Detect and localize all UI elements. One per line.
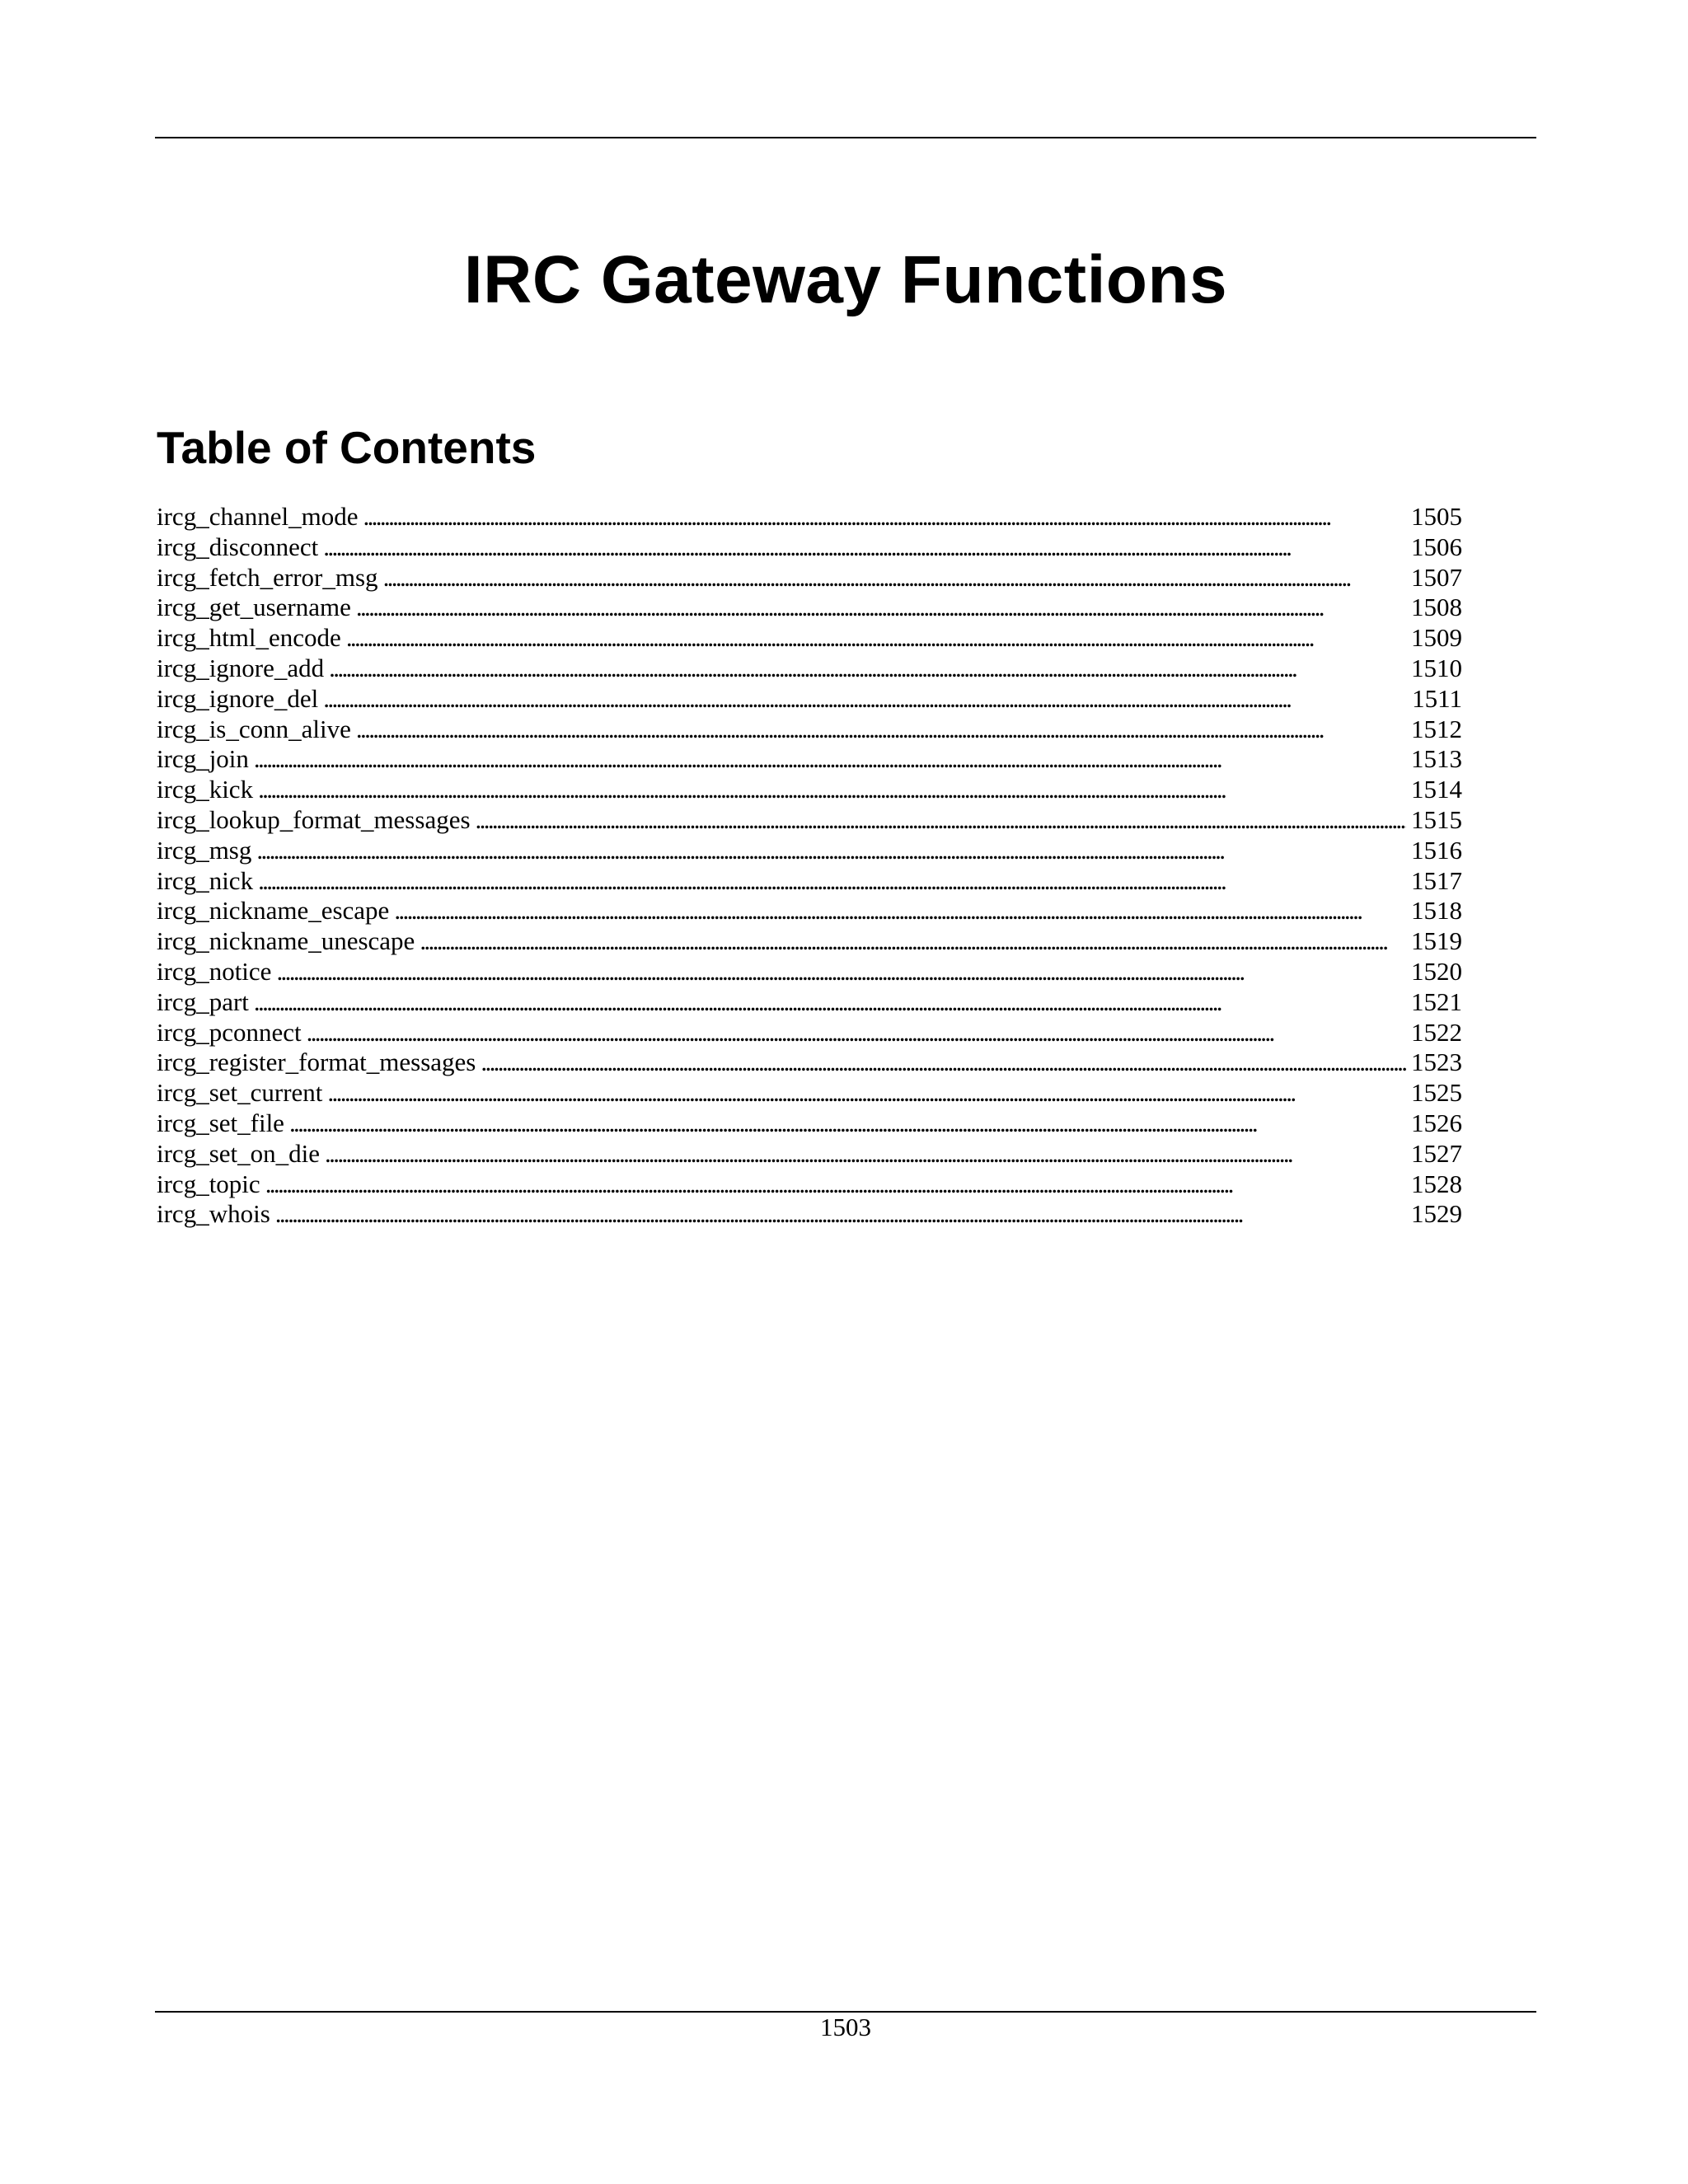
toc-dot-leader [325, 1139, 1406, 1169]
toc-entry-name: ircg_topic [157, 1169, 260, 1198]
toc-entry-name: ircg_whois [157, 1199, 270, 1229]
toc-dot-leader [323, 532, 1406, 563]
toc-dot-leader [327, 1078, 1406, 1108]
toc-entry-page: 1507 [1411, 562, 1462, 592]
toc-entry-name: ircg_set_on_die [157, 1138, 321, 1168]
toc-entry-name: ircg_join [157, 744, 249, 774]
toc-entry-name: ircg_nickname_unescape [157, 926, 415, 956]
toc-entry-page: 1516 [1411, 835, 1462, 865]
chapter-title: IRC Gateway Functions [463, 242, 1228, 317]
toc-entry[interactable] [157, 563, 1462, 593]
toc-dot-leader [323, 684, 1407, 715]
toc-entry-name: ircg_ignore_del [157, 683, 319, 713]
toc-entry-page: 1529 [1411, 1199, 1462, 1229]
toc-entry[interactable] [157, 502, 1462, 532]
toc-entry-page: 1508 [1411, 593, 1462, 622]
toc-dot-leader [254, 987, 1406, 1018]
toc-entry-page: 1526 [1411, 1108, 1462, 1137]
header-rule [155, 137, 1536, 138]
toc-entry-name: ircg_pconnect [157, 1017, 302, 1047]
toc-entry[interactable] [157, 1139, 1462, 1169]
toc-entry-page: 1518 [1411, 896, 1462, 926]
toc-entry[interactable] [157, 532, 1462, 563]
toc-entry[interactable] [157, 593, 1462, 623]
page-number: 1503 [820, 2013, 871, 2041]
toc-dot-leader [356, 715, 1406, 745]
toc-entry-page: 1506 [1411, 532, 1462, 561]
toc-entry[interactable] [157, 1047, 1462, 1078]
toc-entry-name: ircg_html_encode [157, 623, 341, 653]
toc-entry-name: ircg_is_conn_alive [157, 714, 351, 743]
toc-entry-page: 1512 [1411, 714, 1462, 743]
toc-entry-page: 1511 [1412, 683, 1462, 713]
toc-entry[interactable] [157, 987, 1462, 1018]
toc-dot-leader [258, 775, 1406, 805]
toc-entry[interactable] [157, 1018, 1462, 1048]
toc-entry[interactable] [157, 654, 1462, 684]
toc-entry[interactable] [157, 775, 1462, 805]
toc-entry-name: ircg_set_file [157, 1108, 284, 1137]
toc-entry[interactable] [157, 957, 1462, 987]
toc-entry[interactable] [157, 623, 1462, 654]
toc-entry-page: 1520 [1411, 956, 1462, 986]
toc-dot-leader [481, 1047, 1406, 1078]
toc-dot-leader [254, 744, 1406, 775]
toc-entry-name: ircg_register_format_messages [157, 1047, 476, 1077]
toc-dot-leader [275, 1199, 1406, 1230]
toc-entry-page: 1522 [1411, 1017, 1462, 1047]
toc-entry-page: 1523 [1411, 1047, 1462, 1077]
toc-heading: Table of Contents [157, 422, 537, 473]
toc-entry[interactable] [157, 926, 1462, 957]
toc-entry[interactable] [157, 836, 1462, 866]
toc-dot-leader [265, 1169, 1406, 1200]
toc-entry-name: ircg_nick [157, 865, 254, 895]
toc-entry-name: ircg_disconnect [157, 532, 319, 561]
toc-entry-name: ircg_channel_mode [157, 502, 359, 531]
toc-dot-leader [289, 1108, 1406, 1139]
toc-entry[interactable] [157, 1108, 1462, 1139]
toc-entry[interactable] [157, 744, 1462, 775]
toc-entry-name: ircg_lookup_format_messages [157, 804, 471, 834]
toc-dot-leader [276, 957, 1406, 987]
toc-entry-page: 1510 [1411, 653, 1462, 682]
toc-entry-name: ircg_msg [157, 835, 252, 865]
toc-entry-name: ircg_fetch_error_msg [157, 562, 378, 592]
table-of-contents [157, 502, 1462, 1230]
toc-entry[interactable] [157, 896, 1462, 926]
toc-entry[interactable] [157, 1199, 1462, 1230]
toc-dot-leader [363, 502, 1406, 532]
toc-entry-name: ircg_ignore_add [157, 653, 325, 682]
toc-entry-name: ircg_get_username [157, 593, 351, 622]
toc-entry-name: ircg_nickname_escape [157, 896, 390, 926]
toc-entry[interactable] [157, 684, 1462, 715]
toc-entry[interactable] [157, 805, 1462, 836]
toc-entry-page: 1513 [1411, 744, 1462, 774]
toc-entry-page: 1521 [1411, 987, 1462, 1016]
toc-dot-leader [394, 896, 1406, 926]
toc-dot-leader [329, 654, 1406, 684]
toc-entry-name: ircg_part [157, 987, 249, 1016]
toc-entry[interactable] [157, 1078, 1462, 1108]
toc-dot-leader [307, 1018, 1406, 1048]
toc-entry-page: 1528 [1411, 1169, 1462, 1198]
toc-entry-name: ircg_set_current [157, 1078, 323, 1108]
toc-entry-name: ircg_notice [157, 956, 272, 986]
toc-dot-leader [356, 593, 1406, 623]
toc-entry-page: 1519 [1411, 926, 1462, 956]
toc-dot-leader [346, 623, 1406, 654]
toc-entry[interactable] [157, 1169, 1462, 1200]
toc-entry[interactable] [157, 866, 1462, 897]
toc-entry-page: 1525 [1411, 1078, 1462, 1108]
toc-entry[interactable] [157, 715, 1462, 745]
toc-dot-leader [258, 866, 1406, 897]
toc-dot-leader [420, 926, 1406, 957]
toc-entry-page: 1515 [1411, 804, 1462, 834]
toc-entry-page: 1505 [1411, 502, 1462, 531]
toc-entry-page: 1527 [1411, 1138, 1462, 1168]
toc-dot-leader [476, 805, 1406, 836]
toc-dot-leader [383, 563, 1406, 593]
toc-entry-name: ircg_kick [157, 775, 254, 804]
toc-entry-page: 1517 [1411, 865, 1462, 895]
toc-dot-leader [256, 836, 1406, 866]
toc-entry-page: 1514 [1411, 775, 1462, 804]
toc-entry-page: 1509 [1411, 623, 1462, 653]
